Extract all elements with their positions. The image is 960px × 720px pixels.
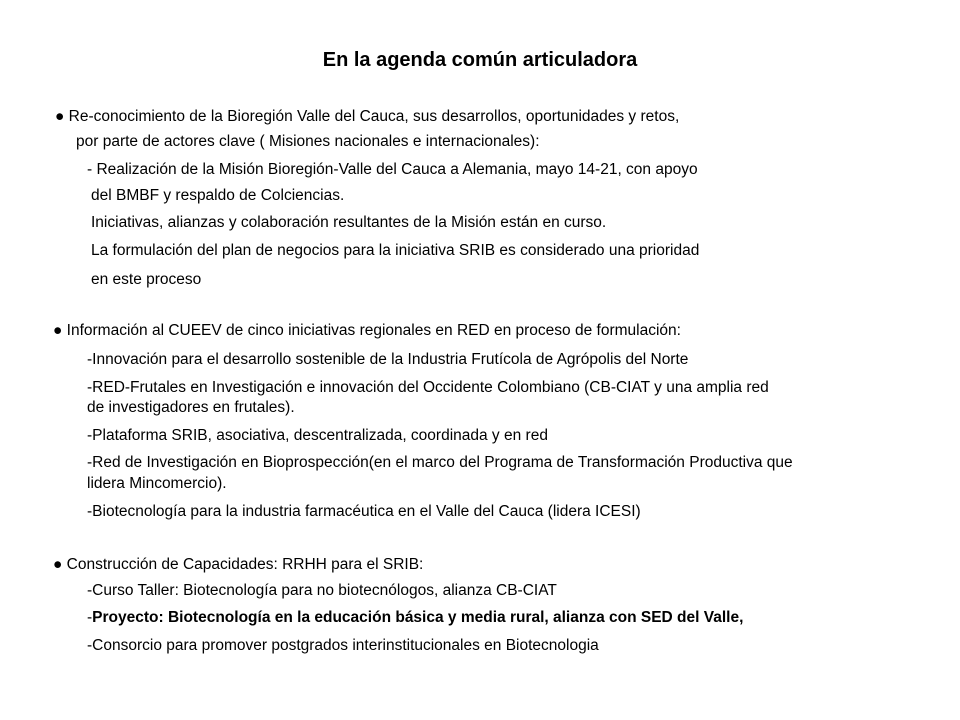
bullet-2-line-8: -Biotecnología para la industria farmacéutica en el Valle del Cauca (lidera ICESI) <box>87 503 641 520</box>
bullet-1-line-3: - Realización de la Misión Bioregión-Valle del Cauca a Alemania, mayo 14-21, con apoyo <box>87 161 698 178</box>
bullet-2-line-4: de investigadores en frutales). <box>87 399 295 416</box>
bullet-3-line-1: ● Construcción de Capacidades: RRHH para el SRIB: <box>53 556 424 573</box>
bullet-3-line-2: -Curso Taller: Biotecnología para no biotecnólogos, alianza CB-CIAT <box>87 582 557 599</box>
bullet-3-line-3-dash: - <box>87 609 93 626</box>
bullet-1-line-4: del BMBF y respaldo de Colciencias. <box>91 187 345 204</box>
bullet-1-line-1: ● Re-conocimiento de la Bioregión Valle del Cauca, sus desarrollos, oportunidades y retos, <box>55 108 680 125</box>
bullet-2-line-1: ● Información al CUEEV de cinco iniciativas regionales en RED en proceso de formulación: <box>53 322 681 339</box>
bullet-1-line-7: en este proceso <box>91 271 202 288</box>
page-title: En la agenda común articuladora <box>322 49 638 71</box>
bullet-1-line-2: por parte de actores clave ( Misiones nacionales e internacionales): <box>76 133 540 150</box>
bullet-3-line-3-bold: Proyecto: Biotecnología en la educación básica y media rural, alianza con SED del Valle, <box>92 609 744 626</box>
bullet-3-line-3 <box>87 608 743 627</box>
bullet-2-line-5: -Plataforma SRIB, asociativa, descentralizada, coordinada y en red <box>87 427 548 444</box>
bullet-1-line-5: Iniciativas, alianzas y colaboración resultantes de la Misión están en curso. <box>91 214 607 231</box>
bullet-2-line-6: -Red de Investigación en Bioprospección(en el marco del Programa de Transformación Productiva que <box>87 454 793 471</box>
bullet-2-line-7: lidera Mincomercio). <box>87 475 227 492</box>
bullet-2-line-3: -RED-Frutales en Investigación e innovación del Occidente Colombiano (CB-CIAT y una amplia red <box>87 379 769 396</box>
bullet-2-line-2: -Innovación para el desarrollo sostenible de la Industria Frutícola de Agrópolis del Norte <box>87 351 689 368</box>
bullet-3-line-4: -Consorcio para promover postgrados interinstitucionales en Biotecnologia <box>87 637 599 654</box>
bullet-1-line-6: La formulación del plan de negocios para la iniciativa SRIB es considerado una prioridad <box>91 242 700 259</box>
